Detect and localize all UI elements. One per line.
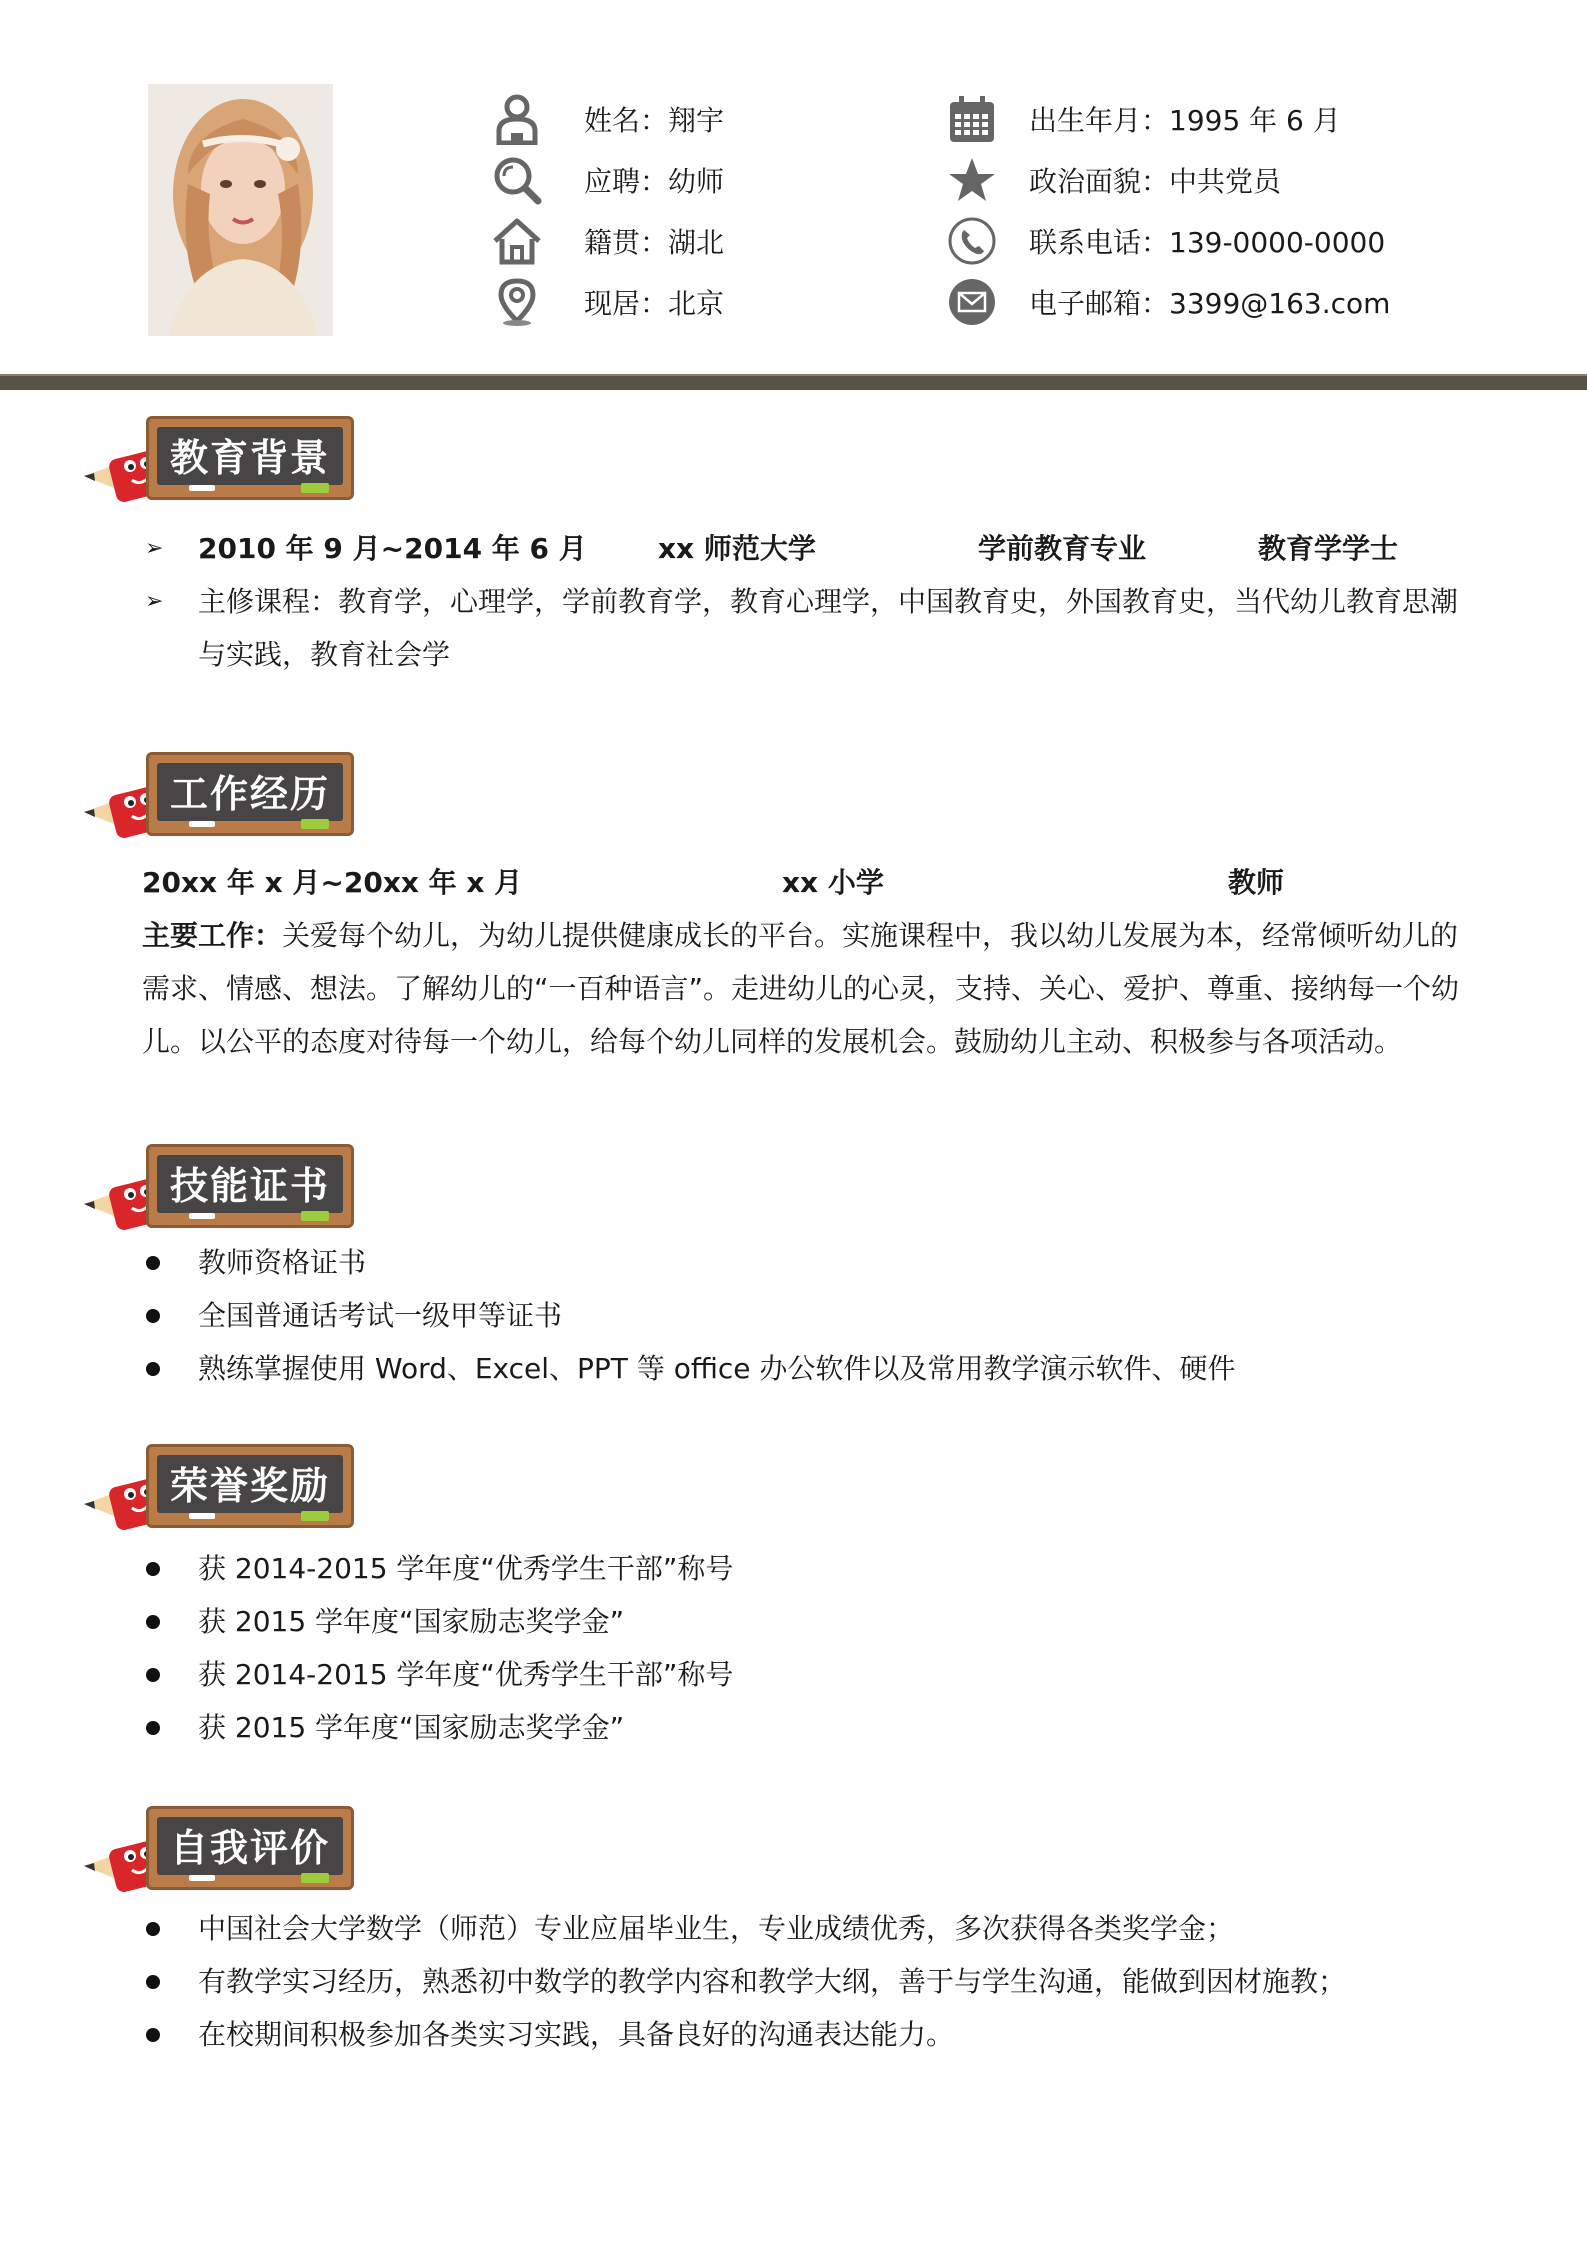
location-pin-icon [490,275,544,329]
profile-politics: 政治面貌：中共党员 [1029,164,1282,198]
profile-email-row [945,271,1390,332]
work-duty-line3: 儿。以公平的态度对待每一个幼儿，给每个幼儿同样的发展机会。鼓励幼儿主动、积极参与各项活动。 [142,1025,1403,1058]
profile-left-column [490,88,724,332]
education-content [0,522,1587,681]
header-divider [0,374,1587,390]
education-courses: ➢ 主修课程：教育学，心理学，学前教育学，教育心理学，中国教育史，外国教育史，当代幼儿教育思潮 [0,575,1587,628]
profile-birth: 出生年月：1995 年 6 月 [1029,103,1341,137]
profile-position: 应聘：幼师 [584,164,725,198]
profile-residence: 现居：北京 [584,286,725,320]
arrow-bullet-icon: ➢ [145,536,164,561]
skills-list [0,1236,1587,1395]
work-duty-line2: 需求、情感、想法。了解幼儿的“一百种语言”。走进幼儿的心灵，支持、关心、爱护、尊重、接纳每一个幼 [142,972,1460,1005]
profile-position-row [490,149,724,210]
chalkboard-badge [146,1144,354,1228]
section-header-skills [84,1138,364,1238]
profile-name-row [490,88,724,149]
section-title: 工作经历 [169,772,330,816]
phone-icon [945,214,999,268]
work-period: 20xx 年 x 月~20xx 年 x 月 [142,866,523,899]
work-content [0,856,1587,1068]
portrait-image [148,84,333,336]
profile-phone: 联系电话：139-0000-0000 [1029,225,1386,259]
education-school: xx 师范大学 [658,532,816,565]
mail-icon [945,275,999,329]
profile-residence-row [490,271,724,332]
list-item: 获 2015 学年度“国家励志奖学金” [0,1595,1587,1648]
honors-list [0,1542,1587,1754]
work-main-row [0,856,1587,909]
section-title: 自我评价 [169,1826,330,1870]
arrow-bullet-icon: ➢ [145,589,164,614]
list-item: 在校期间积极参加各类实习实践，具备良好的沟通表达能力。 [0,2008,1587,2061]
chalkboard-badge [146,752,354,836]
chalkboard-badge [146,1806,354,1890]
section-title: 技能证书 [169,1164,330,1208]
profile-photo [148,84,333,336]
search-icon [490,153,544,207]
list-item: 获 2014-2015 学年度“优秀学生干部”称号 [0,1648,1587,1701]
list-item: 中国社会大学数学（师范）专业应届毕业生，专业成绩优秀，多次获得各类奖学金； [0,1902,1587,1955]
list-item: 获 2014-2015 学年度“优秀学生干部”称号 [0,1542,1587,1595]
person-icon [490,92,544,146]
work-org: xx 小学 [782,866,884,899]
profile-phone-row [945,210,1390,271]
list-item: 教师资格证书 [0,1236,1587,1289]
education-main-row [0,522,1587,575]
section-header-education [84,410,364,510]
education-period: 2010 年 9 月~2014 年 6 月 [198,532,587,565]
chalkboard-badge [146,416,354,500]
profile-name: 姓名：翔宇 [584,103,725,137]
profile-right-column [945,88,1390,332]
education-courses-cont: 与实践，教育社会学 [198,638,451,671]
list-item: 熟练掌握使用 Word、Excel、PPT 等 office 办公软件以及常用教学演示软件、硬件 [0,1342,1587,1395]
profile-politics-row [945,149,1390,210]
work-duty-label: 主要工作： [142,919,283,952]
profile-origin-row [490,210,724,271]
calendar-icon [945,92,999,146]
education-degree: 教育学学士 [1258,532,1399,565]
home-icon [490,214,544,268]
profile-email: 电子邮箱：3399@163.com [1029,286,1391,320]
star-icon [945,153,999,207]
section-header-self [84,1800,364,1900]
profile-birth-row [945,88,1390,149]
section-header-honors [84,1438,364,1538]
work-duty-line1: 主要工作：关爱每个幼儿，为幼儿提供健康成长的平台。实施课程中，我以幼儿发展为本，经常倾听幼儿的 [142,919,1459,952]
list-item: 获 2015 学年度“国家励志奖学金” [0,1701,1587,1754]
self-evaluation-list [0,1902,1587,2061]
section-title: 教育背景 [169,436,330,480]
list-item: 全国普通话考试一级甲等证书 [0,1289,1587,1342]
education-major: 学前教育专业 [978,532,1147,565]
profile-origin: 籍贯：湖北 [584,225,725,259]
list-item: 有教学实习经历，熟悉初中数学的教学内容和教学大纲，善于与学生沟通，能做到因材施教； [0,1955,1587,2008]
work-role: 教师 [1228,866,1285,899]
chalkboard-badge [146,1444,354,1528]
section-header-work [84,746,364,846]
section-title: 荣誉奖励 [169,1464,330,1508]
